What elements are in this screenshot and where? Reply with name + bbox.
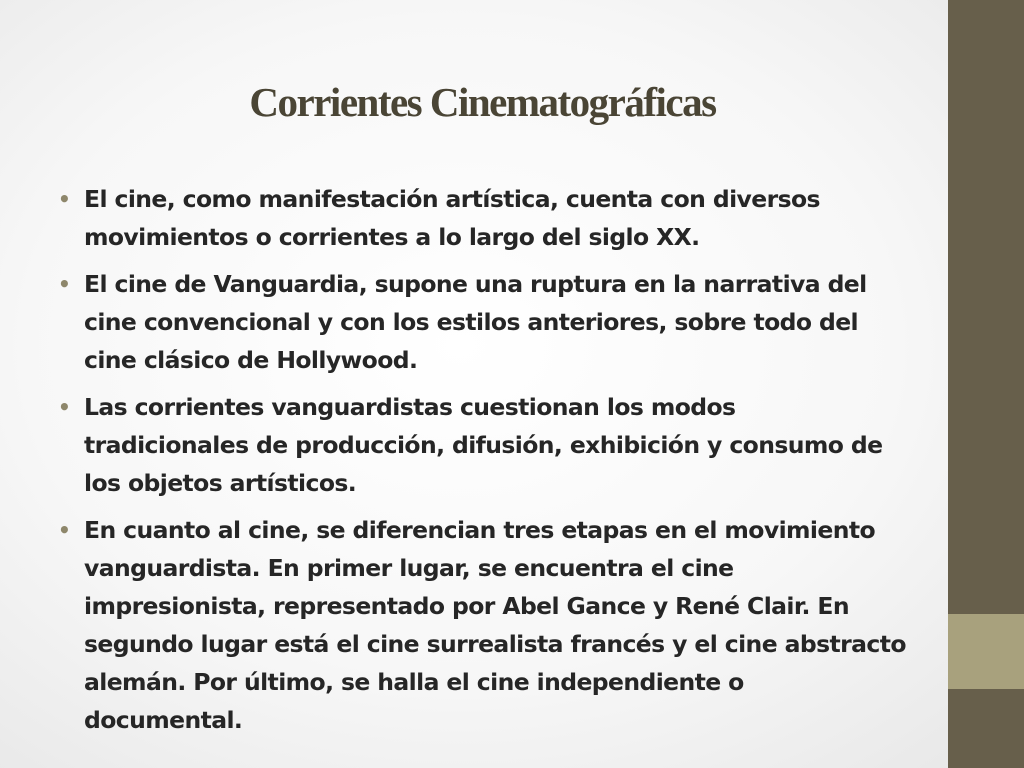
bullet-item <box>56 388 906 502</box>
bullet-text: Las corrientes vanguardistas cuestionan los modos tradicionales de producción, difusión, exhibición y consumo de los objetos artísticos. <box>84 393 883 497</box>
bullet-text: El cine, como manifestación artística, cuenta con diversos movimientos o corrientes a lo largo del siglo XX. <box>84 185 820 251</box>
bullet-icon: • <box>58 518 71 542</box>
bullet-text: En cuanto al cine, se diferencian tres etapas en el movimiento vanguardista. En primer lugar, se encuentra el cine impresionista, representado por Abel Gance y René Clair. En segundo lugar está el cine surrealista francés y el cine abstracto alemán. Por último, se halla el cine independiente o documental. <box>84 516 906 734</box>
bullet-list <box>56 180 906 748</box>
bullet-icon: • <box>58 272 71 296</box>
bullet-text: El cine de Vanguardia, supone una ruptura en la narrativa del cine convencional y con los estilos anteriores, sobre todo del cine clásico de Hollywood. <box>84 270 867 374</box>
bullet-icon: • <box>58 395 71 419</box>
bullet-item <box>56 180 906 256</box>
slide-title: Corrientes Cinematográficas <box>249 79 716 125</box>
bullet-icon: • <box>58 187 71 211</box>
bullet-item <box>56 265 906 379</box>
bullet-item <box>56 511 906 739</box>
sidebar-accent-decoration <box>948 614 1024 689</box>
